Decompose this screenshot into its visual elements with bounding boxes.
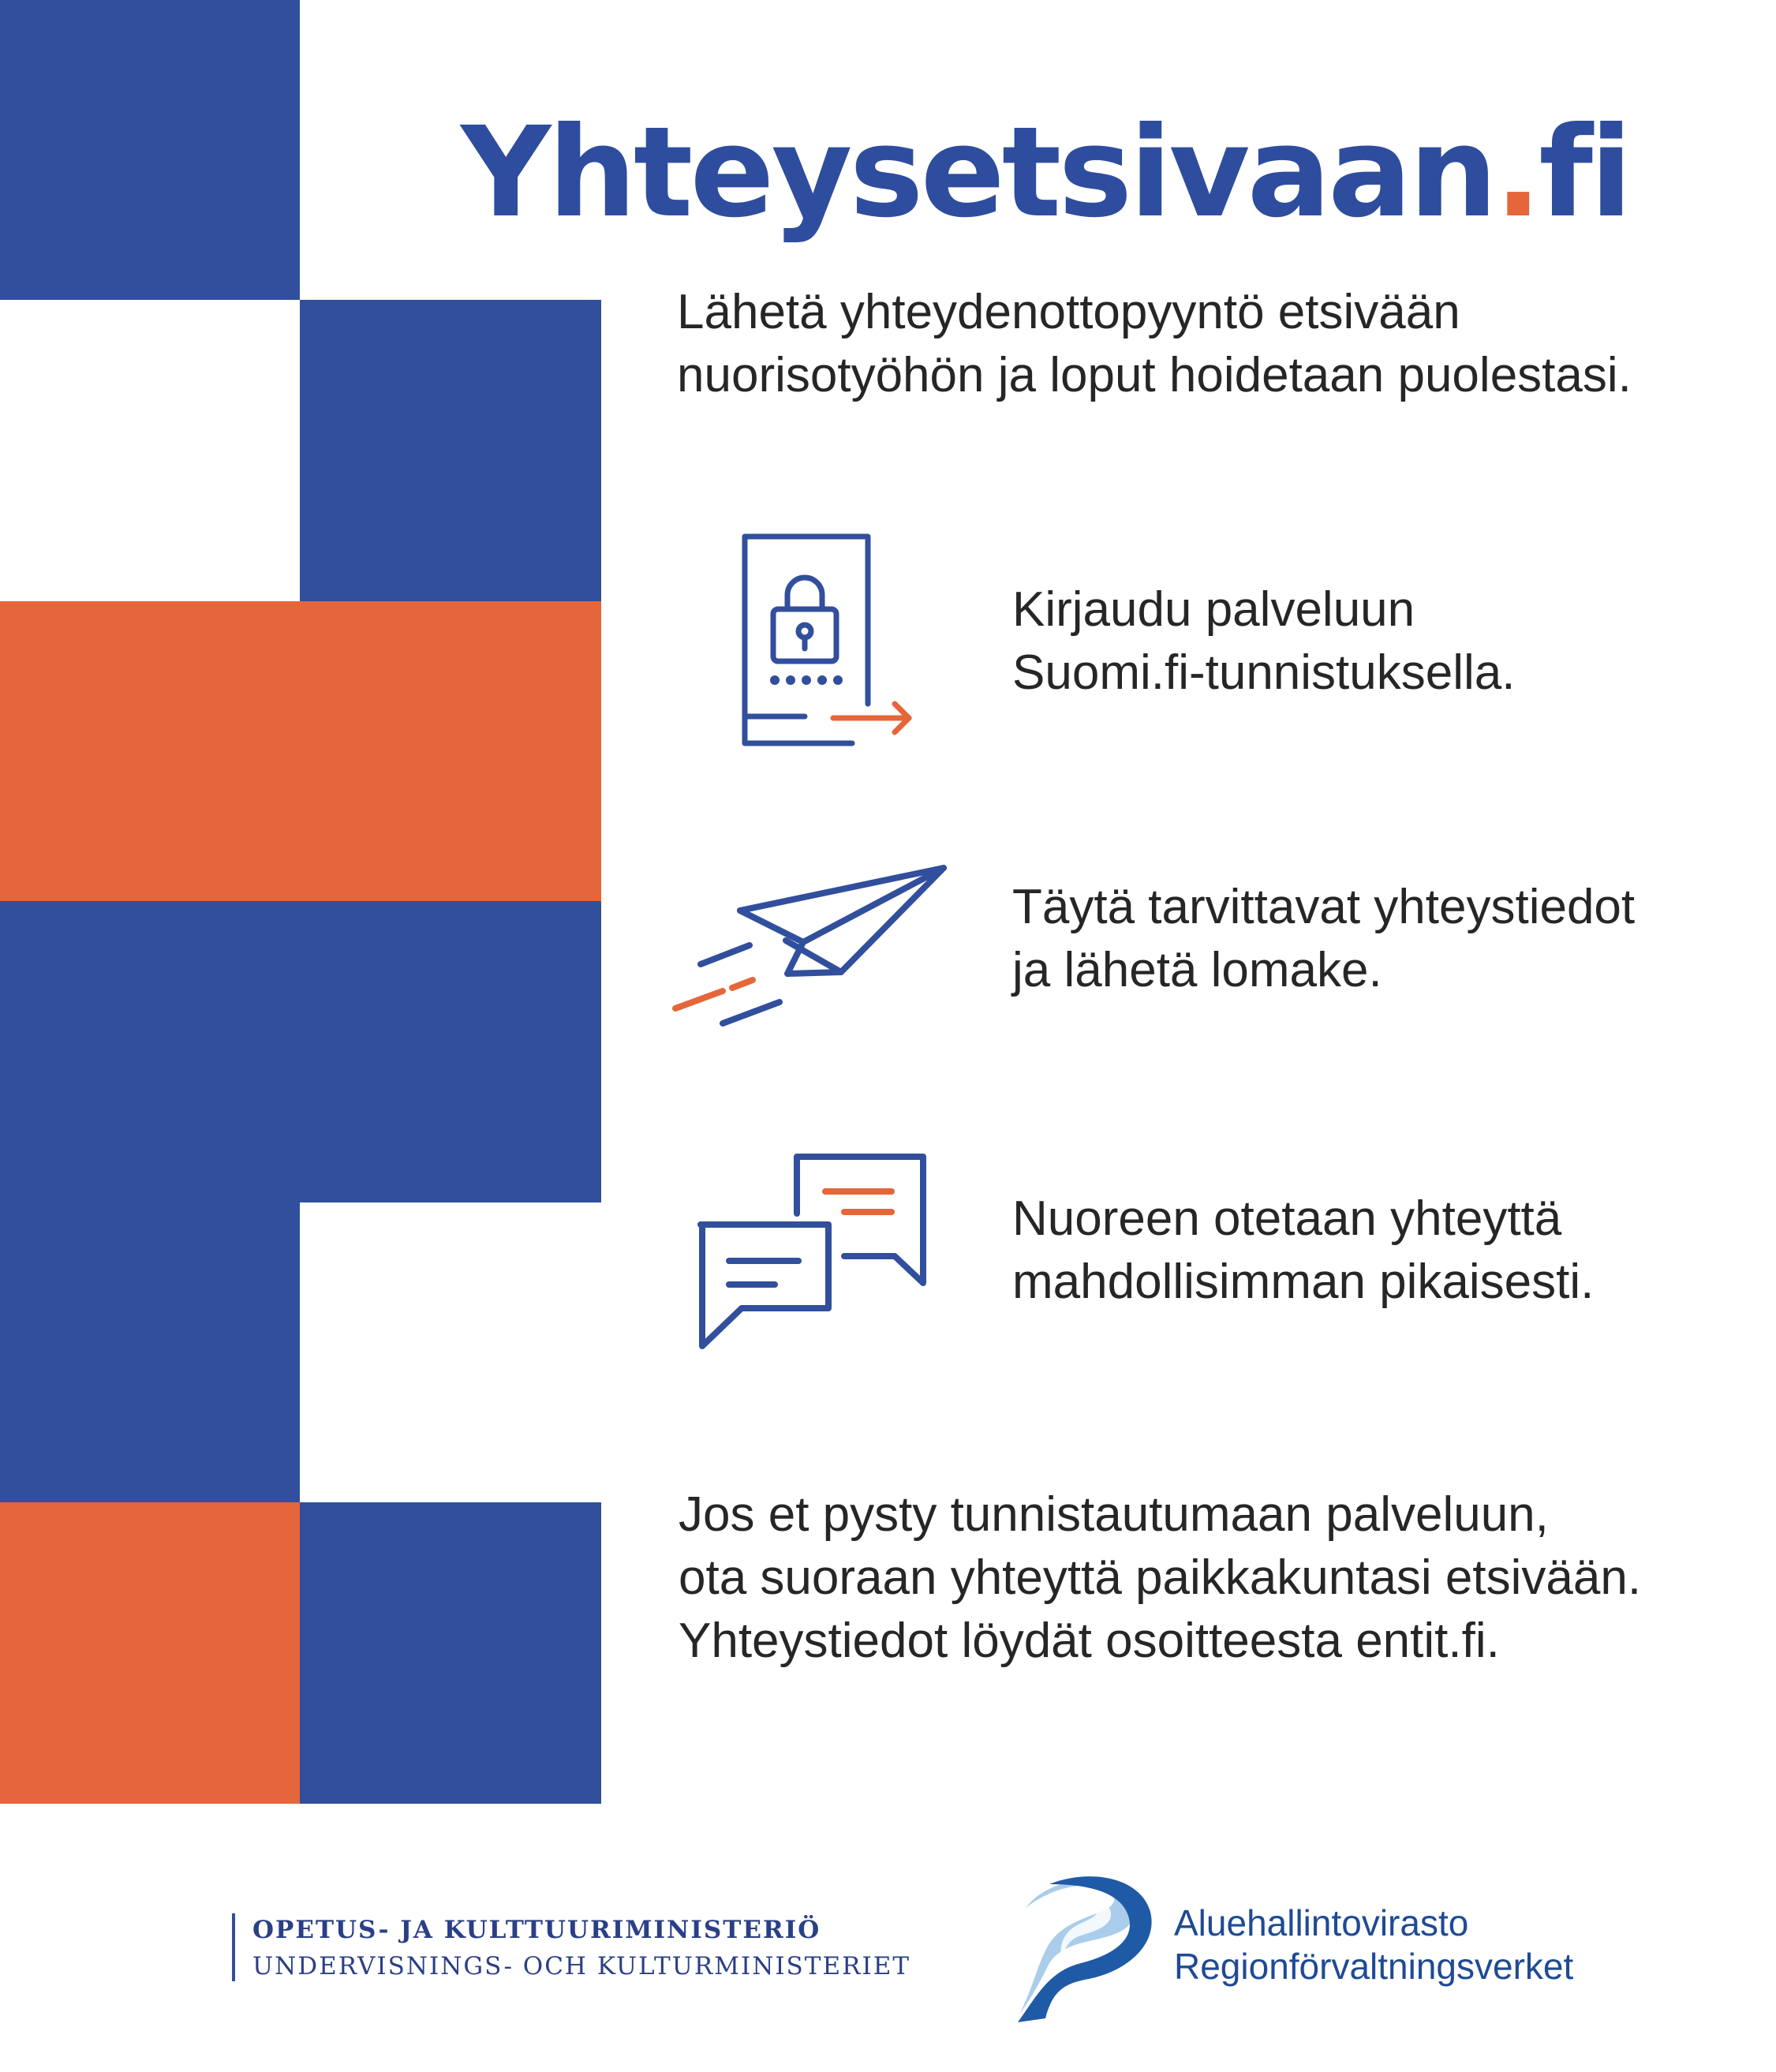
- ministry-name-fi: OPETUS- JA KULTTUURIMINISTERIÖ: [252, 1916, 821, 1944]
- decor-block-4: [0, 901, 601, 1202]
- paper-plane-icon: [669, 862, 953, 1035]
- title-dot: .: [1494, 100, 1539, 245]
- decor-block-1: [0, 0, 300, 300]
- step-3-line-1: Nuoreen otetaan yhteyttä: [1012, 1191, 1562, 1246]
- outro-text: [679, 1483, 1641, 1673]
- title-tld: fi: [1539, 100, 1630, 245]
- ministry-logo-bar: [232, 1913, 235, 1981]
- step-3-line-2: mahdollisimman pikaisesti.: [1012, 1255, 1595, 1309]
- phone-lock-icon: [734, 530, 923, 759]
- decor-block-3: [0, 601, 601, 901]
- agency-name-sv: Regionförvaltningsverket: [1174, 1946, 1574, 1987]
- step-1-line-1: Kirjaudu palveluun: [1012, 582, 1415, 637]
- step-2-line-2: ja lähetä lomake.: [1012, 943, 1382, 997]
- step-1-text: [1012, 578, 1516, 705]
- decor-block-7: [300, 1502, 601, 1804]
- step-2-text: [1012, 876, 1635, 1002]
- title-main: Yhteysetsivaan: [461, 100, 1495, 245]
- decor-block-2: [300, 300, 601, 601]
- agency-logo-icon: [1002, 1868, 1160, 2026]
- outro-line-1: Jos et pysty tunnistautumaan palveluun,: [679, 1487, 1549, 1542]
- step-1-line-2: Suomi.fi-tunnistuksella.: [1012, 645, 1516, 700]
- outro-line-3: Yhteystiedot löydät osoitteesta entit.fi.: [679, 1614, 1500, 1668]
- page-title: [461, 100, 1630, 245]
- outro-line-2: ota suoraan yhteyttä paikkakuntasi etsivään.: [679, 1550, 1642, 1605]
- decor-block-6: [0, 1502, 300, 1804]
- step-2-line-1: Täytä tarvittavat yhteystiedot: [1012, 880, 1636, 934]
- agency-name-fi: Aluehallintovirasto: [1174, 1902, 1469, 1943]
- intro-text: [677, 281, 1632, 407]
- ministry-name-sv: UNDERVISNINGS- OCH KULTURMINISTERIET: [252, 1952, 910, 1980]
- intro-line-2: nuorisotyöhön ja loput hoidetaan puolestasi.: [677, 348, 1632, 402]
- chat-bubbles-icon: [694, 1150, 931, 1356]
- step-3-text: [1012, 1187, 1594, 1314]
- intro-line-1: Lähetä yhteydenottopyyntö etsivään: [677, 285, 1460, 339]
- decor-block-5: [0, 1202, 300, 1502]
